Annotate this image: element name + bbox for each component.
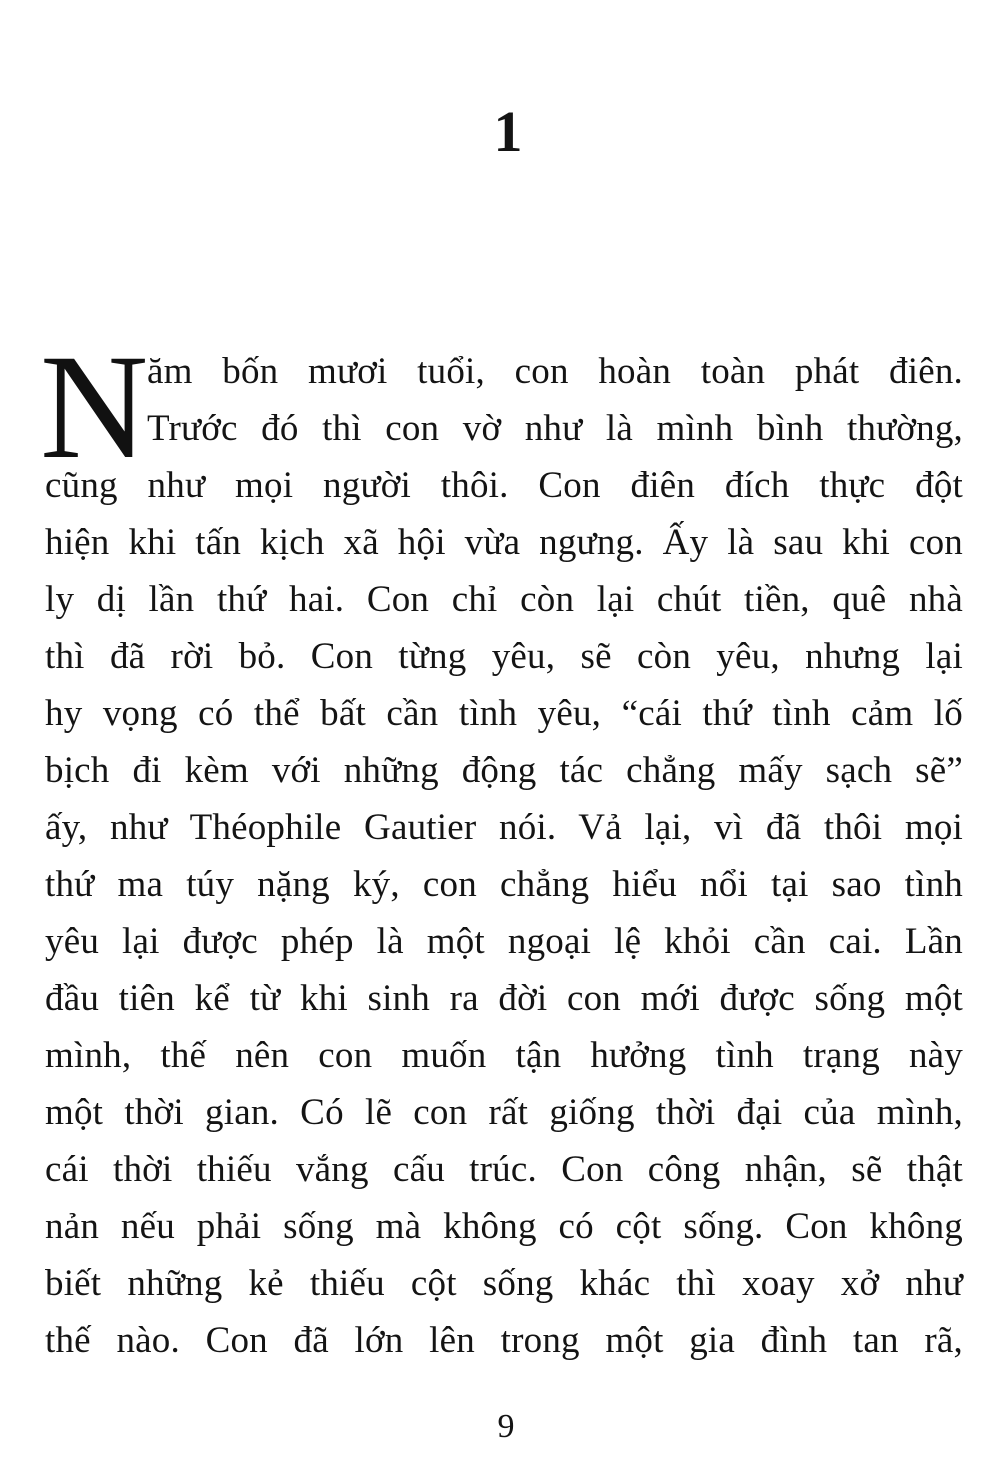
text-line: cái thời thiếu vắng cấu trúc. Con công nhận, sẽ thật xyxy=(45,1149,963,1190)
text-line: ăm bốn mươi tuổi, con hoàn toàn phát điên. xyxy=(147,351,963,392)
text-line: cũng như mọi người thôi. Con điên đích thực đột xyxy=(45,465,963,506)
text-line: hiện khi tấn kịch xã hội vừa ngưng. Ấy là sau khi con xyxy=(45,522,963,563)
text-line: hy vọng có thể bất cần tình yêu, “cái thứ tình cảm lố xyxy=(45,693,963,734)
text-line: đầu tiên kể từ khi sinh ra đời con mới được sống một xyxy=(45,978,963,1019)
text-line: bịch đi kèm với những động tác chẳng mấy sạch sẽ” xyxy=(45,750,963,791)
page-number: 9 xyxy=(497,1408,515,1445)
text-line: ly dị lần thứ hai. Con chỉ còn lại chút tiền, quê nhà xyxy=(45,579,963,620)
text-line: nản nếu phải sống mà không có cột sống. Con không xyxy=(45,1206,963,1247)
text-line: một thời gian. Có lẽ con rất giống thời đại của mình, xyxy=(45,1092,963,1133)
chapter-number: 1 xyxy=(493,99,523,164)
text-line: mình, thế nên con muốn tận hưởng tình trạng này xyxy=(45,1035,963,1076)
text-line: Trước đó thì con vờ như là mình bình thường, xyxy=(147,408,963,449)
text-line: thứ ma túy nặng ký, con chẳng hiểu nổi tại sao tình xyxy=(45,864,963,905)
text-line: thì đã rời bỏ. Con từng yêu, sẽ còn yêu, nhưng lại xyxy=(45,636,963,677)
text-line: yêu lại được phép là một ngoại lệ khỏi cần cai. Lần xyxy=(45,921,963,962)
text-line: biết những kẻ thiếu cột sống khác thì xoay xở như xyxy=(45,1263,963,1304)
text-line: ấy, như Théophile Gautier nói. Vả lại, vì đã thôi mọi xyxy=(45,807,963,848)
text-line: thế nào. Con đã lớn lên trong một gia đình tan rã, xyxy=(45,1320,963,1361)
drop-cap-letter: N xyxy=(40,324,149,490)
